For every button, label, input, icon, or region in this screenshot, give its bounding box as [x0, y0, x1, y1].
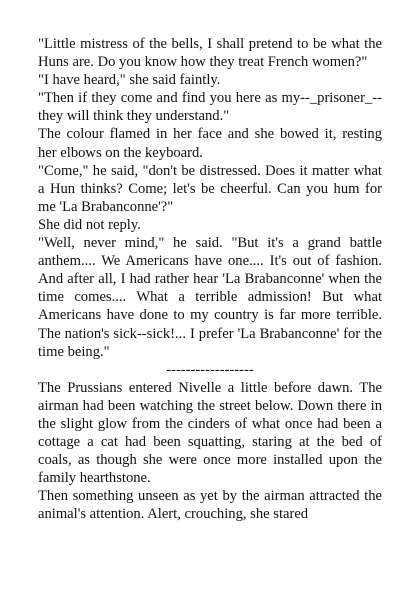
- text-column: [38, 35, 382, 524]
- paragraph-7: "Well, never mind," he said. "But it's a grand battle anthem.... We Americans have one.... It's out of fashion. And after all, I had rather hear 'La Brabanconne' when the time comes.... What a terrible admission! But what Americans have done to my country is far more terrible. The nation's sick--sick!... I prefer 'La Brabanconne' for the time being.": [38, 235, 382, 360]
- paragraph-5: "Come," he said, "don't be distressed. Does it matter what a Hun thinks? Come; let's be cheerful. Can you hum for me 'La Brabanconne'?": [38, 162, 382, 215]
- section-separator: ------------------: [166, 361, 254, 378]
- paragraph-8: The Prussians entered Nivelle a little before dawn. The airman had been watching the street below. Down there in the slight glow from the cinders of what once had been a cottage a cat had been squatting, staring at the bed of coals, as though she were once more installed upon the family hearthstone.: [38, 379, 382, 487]
- paragraph-1: "Little mistress of the bells, I shall pretend to be what the Huns are. Do you know how they treat French women?": [38, 36, 382, 71]
- paragraph-9: Then something unseen as yet by the airman attracted the animal's attention. Alert, crouching, she stared: [38, 488, 382, 523]
- paragraph-6: She did not reply.: [38, 216, 141, 233]
- paragraph-4: The colour flamed in her face and she bowed it, resting her elbows on the keyboard.: [38, 126, 382, 161]
- paragraph-3: "Then if they come and find you here as my--_prisoner_--they will think they understand.": [38, 90, 382, 125]
- paragraph-2: "I have heard," she said faintly.: [38, 72, 221, 89]
